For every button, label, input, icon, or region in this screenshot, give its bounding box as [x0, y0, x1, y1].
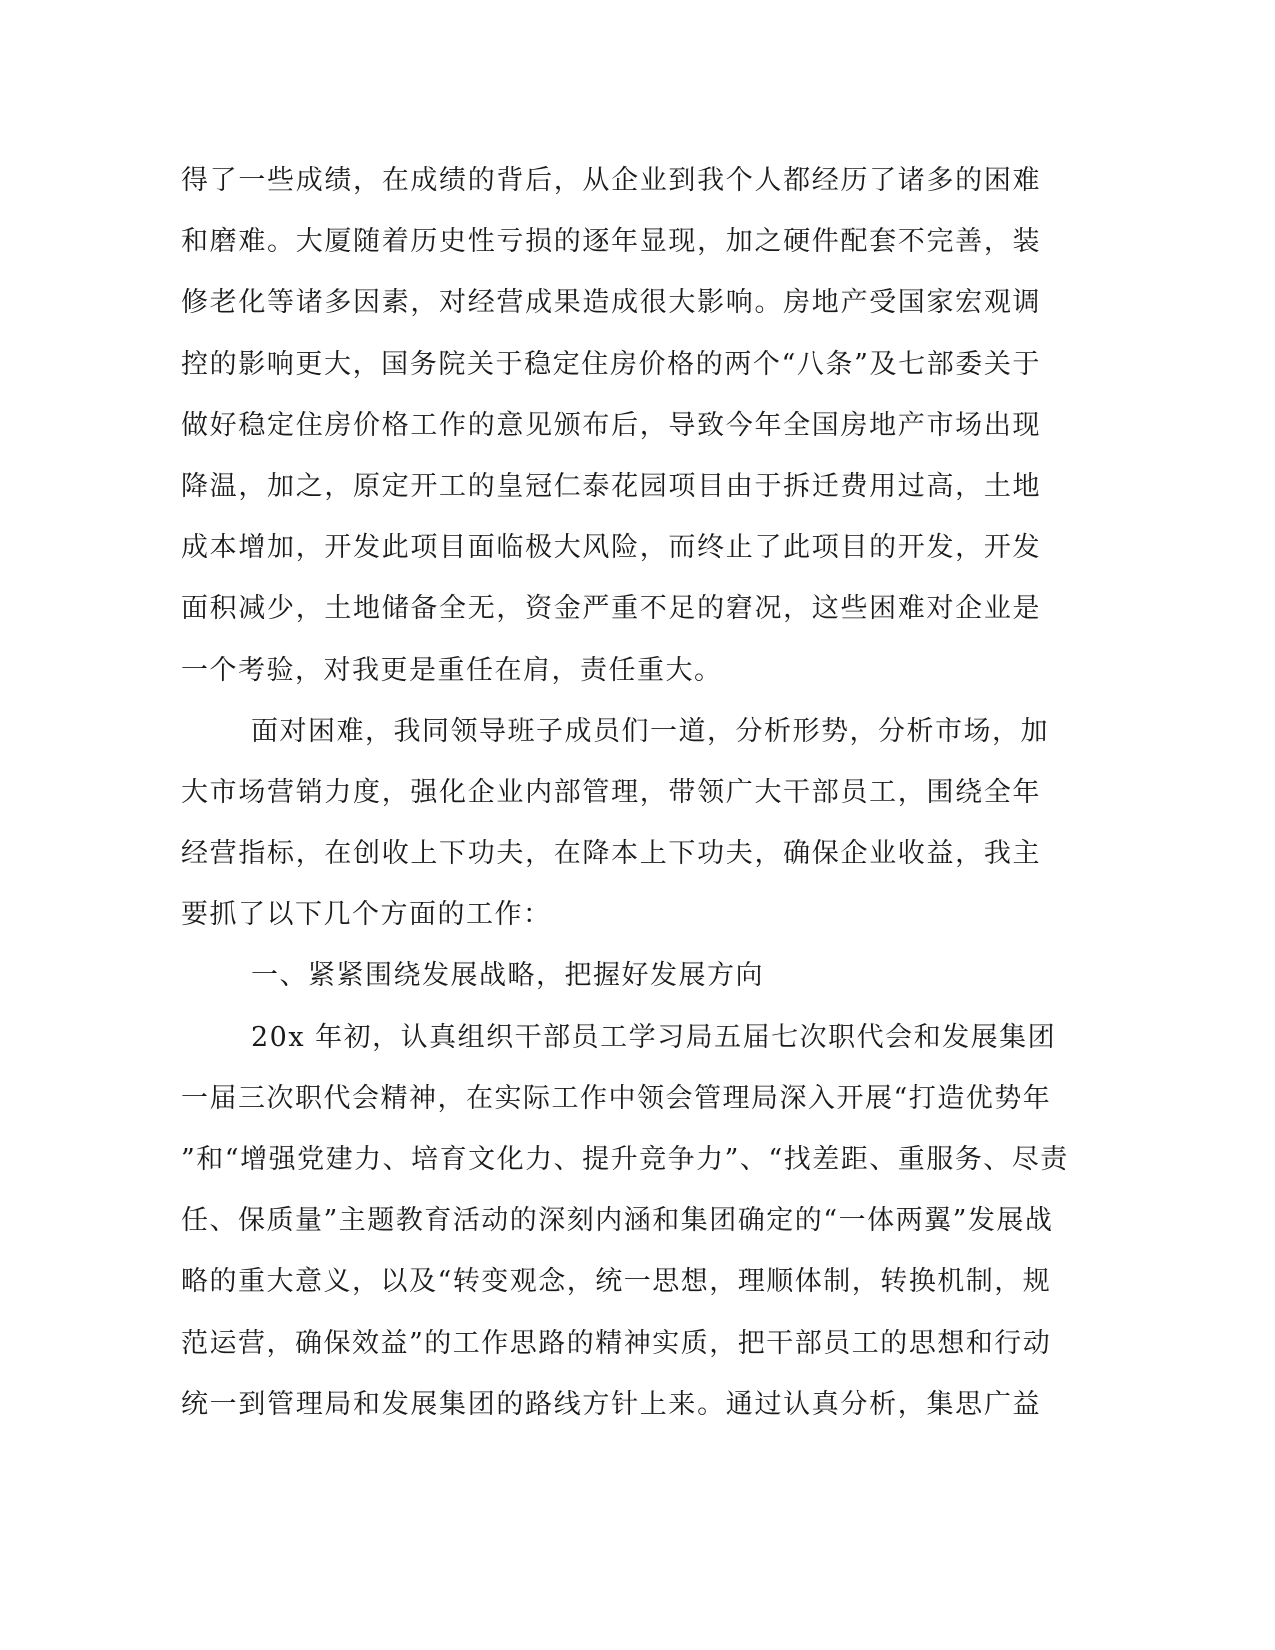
body-line: 统一到管理局和发展集团的路线方针上来。通过认真分析，集思广益 — [181, 1388, 1041, 1420]
paragraph-start-line: 20x 年初，认真组织干部员工学习局五届七次职代会和发展集团 — [251, 1021, 1057, 1053]
body-line: 控的影响更大，国务院关于稳定住房价格的两个“八条”及七部委关于 — [181, 348, 1041, 380]
body-line: 任、保质量”主题教育活动的深刻内涵和集团确定的“一体两翼”发展战 — [181, 1205, 1054, 1237]
document-body — [181, 150, 1069, 1435]
body-line: 降温，加之，原定开工的皇冠仁泰花园项目由于拆迁费用过高，土地 — [181, 470, 1041, 502]
body-line: 略的重大意义，以及“转变观念，统一思想，理顺体制，转换机制，规 — [181, 1266, 1052, 1298]
body-line: 经营指标，在创收上下功夫，在降本上下功夫，确保企业收益，我主 — [181, 838, 1041, 870]
body-line: 范运营，确保效益”的工作思路的精神实质，把干部员工的思想和行动 — [181, 1327, 1052, 1359]
body-line: 得了一些成绩，在成绩的背后，从企业到我个人都经历了诸多的困难 — [181, 165, 1041, 196]
body-line: ”和“增强党建力、培育文化力、提升竞争力”、“找差距、重服务、尽责 — [181, 1144, 1069, 1175]
body-line: 大市场营销力度，强化企业内部管理，带领广大干部员工，围绕全年 — [181, 776, 1041, 808]
paragraph-start-line: 面对困难，我同领导班子成员们一道，分析形势，分析市场，加 — [251, 715, 1049, 747]
body-line: 修老化等诸多因素，对经营成果造成很大影响。房地产受国家宏观调 — [181, 287, 1041, 319]
body-line: 和磨难。大厦随着历史性亏损的逐年显现，加之硬件配套不完善，装 — [181, 226, 1041, 258]
body-line: 面积减少，土地储备全无，资金严重不足的窘况，这些困难对企业是 — [181, 593, 1041, 625]
body-line: 成本增加，开发此项目面临极大风险，而终止了此项目的开发，开发 — [181, 532, 1041, 564]
section-heading: 一、紧紧围绕发展战略，把握好发展方向 — [251, 960, 764, 992]
body-line: 做好稳定住房价格工作的意见颁布后，导致今年全国房地产市场出现 — [181, 409, 1041, 441]
body-line: 一届三次职代会精神，在实际工作中领会管理局深入开展“打造优势年 — [181, 1082, 1052, 1114]
body-line: 一个考验，对我更是重任在肩，责任重大。 — [181, 654, 723, 686]
body-line: 要抓了以下几个方面的工作： — [181, 899, 552, 931]
